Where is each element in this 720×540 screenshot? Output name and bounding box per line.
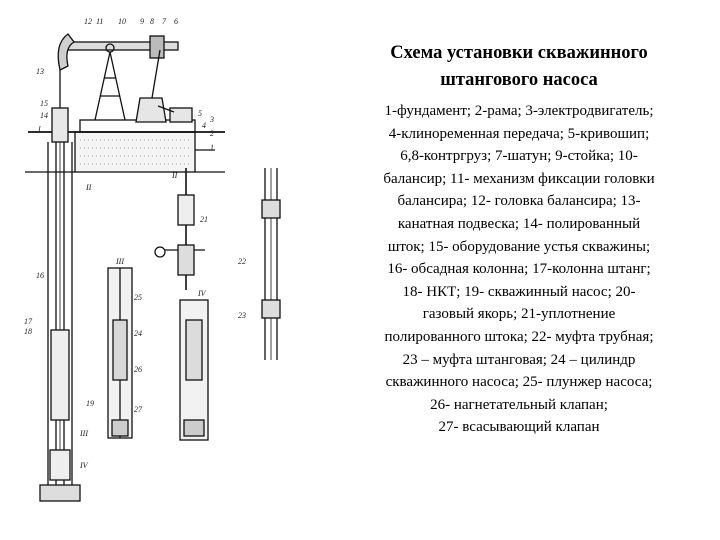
callout-IV: IV	[198, 289, 206, 298]
legend-line: 1-фундамент; 2-рама; 3-электродвигатель;	[384, 103, 654, 119]
callout-27: 27	[134, 405, 142, 414]
diagram-title	[326, 40, 712, 94]
title-line-1: Схема установки скважинного	[390, 43, 648, 63]
callout-1: 1	[210, 143, 214, 152]
callout-17: 17	[24, 317, 32, 326]
callout-26: 26	[134, 365, 142, 374]
legend-line: газовый якорь; 21-уплотнение	[422, 306, 616, 323]
callout-8: 8	[150, 17, 154, 26]
samson-post	[95, 52, 125, 120]
legend-line: 4-клиноременная передача; 5-кривошип;	[388, 125, 650, 142]
legend-line: балансира; 12- головка балансира; 13-	[397, 193, 641, 210]
installation-diagram	[0, 0, 330, 540]
callout-14: 14	[40, 111, 48, 120]
well-casing	[48, 142, 72, 500]
legend-line: 23 – муфта штанговая; 24 – цилиндр	[402, 351, 636, 368]
callout-6: 6	[174, 17, 178, 26]
callout-24: 24	[134, 329, 142, 338]
horse-head	[58, 34, 74, 70]
gas-anchor	[50, 450, 70, 480]
callout-10: 10	[118, 17, 126, 26]
detail-wellhead	[155, 168, 205, 290]
callout-18: 18	[24, 327, 32, 336]
detail-pump-assembly	[108, 268, 132, 438]
callout-15: 15	[40, 99, 48, 108]
legend-line: скважинного насоса; 25- плунжер насоса;	[385, 374, 653, 391]
legend-line: 27- всасывающий клапан	[438, 419, 600, 436]
callout-4: 4	[202, 121, 206, 130]
legend	[326, 100, 712, 439]
callout-III-well: III	[80, 429, 88, 438]
legend-line: полированного штока; 22- муфта трубная;	[384, 328, 654, 345]
title-line-2: штангового насоса	[440, 70, 598, 90]
diagram-drawing	[0, 0, 330, 540]
electric-motor	[170, 108, 192, 122]
wellhead	[52, 108, 68, 142]
callout-5: 5	[198, 109, 202, 118]
legend-line: 6,8-контргруз; 7-шатун; 9-стойка; 10-	[400, 148, 638, 165]
crank	[136, 98, 166, 122]
beam-counterweight	[150, 36, 164, 58]
callout-II: II	[86, 183, 92, 192]
callout-25: 25	[134, 293, 142, 302]
callout-22: 22	[238, 257, 246, 266]
legend-line: 26- нагнетательный клапан;	[430, 396, 608, 413]
callout-9: 9	[140, 17, 144, 26]
detail-couplings	[262, 168, 280, 360]
callout-12: 12	[84, 17, 92, 26]
bottom-fitting	[40, 485, 80, 501]
legend-line: 18- НКТ; 19- скважинный насос; 20-	[402, 283, 636, 300]
legend-line: 16- обсадная колонна; 17-колонна штанг;	[387, 261, 651, 278]
callout-I: I	[38, 125, 41, 134]
legend-line: балансир; 11- механизм фиксации головки	[383, 170, 655, 187]
legend-line: шток; 15- оборудование устья скважины;	[387, 238, 651, 255]
downhole-pump	[51, 330, 69, 420]
text-panel	[326, 40, 712, 439]
callout-7: 7	[162, 17, 166, 26]
callout-23: 23	[238, 311, 246, 320]
callout-II-detail: II	[172, 171, 178, 180]
callout-III: III	[116, 257, 124, 266]
callout-21: 21	[200, 215, 208, 224]
callout-16: 16	[36, 271, 44, 280]
callout-2: 2	[210, 129, 214, 138]
callout-11: 11	[96, 17, 104, 26]
detail-pump-barrel	[180, 300, 208, 440]
legend-line: канатная подвеска; 14- полированный	[397, 215, 641, 232]
callout-19: 19	[86, 399, 94, 408]
callout-3: 3	[210, 115, 214, 124]
callout-IV-well: IV	[80, 461, 88, 470]
callout-13: 13	[36, 67, 44, 76]
